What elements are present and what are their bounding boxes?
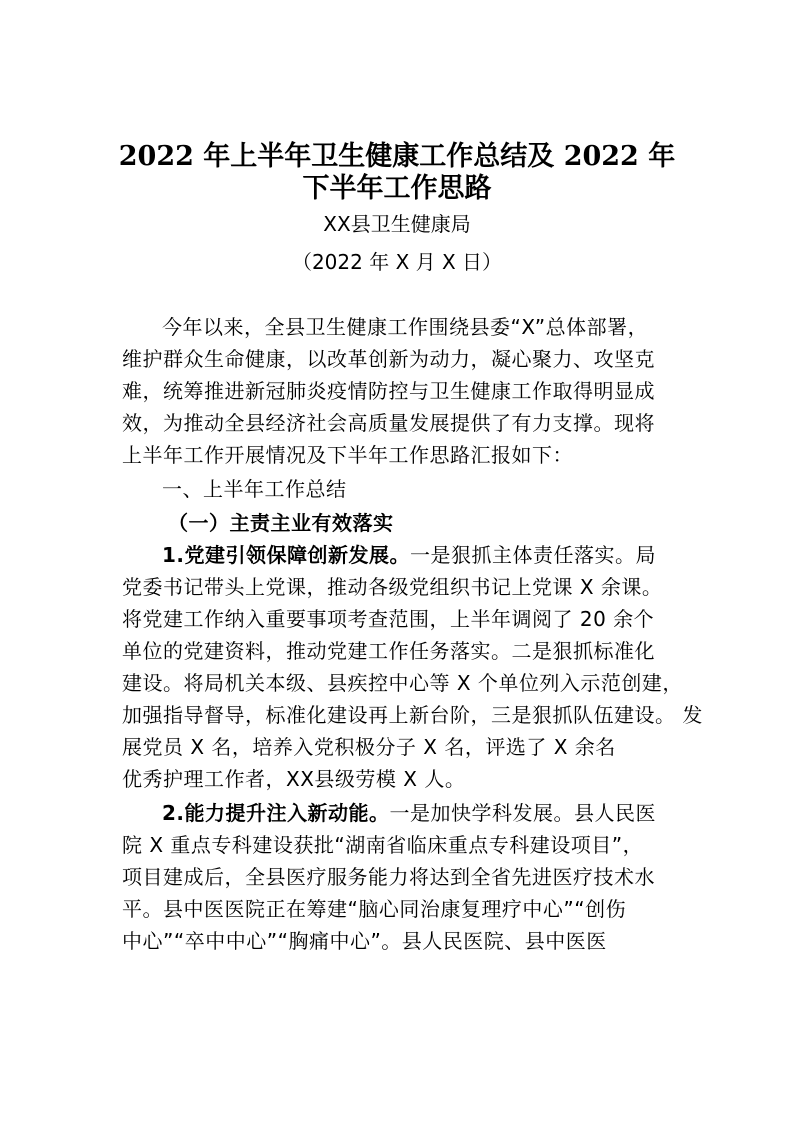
item-2-lead: 2.能力提升注入新动能。 [162,801,390,825]
item-2-line: 平。县中医医院正在筹建“脑心同治康复理疗中心”“创伤 [122,897,627,921]
issuing-agency: XX县卫生健康局 [323,212,471,236]
item-1-lead: 1.党建引领保障创新发展。 [162,543,411,567]
intro-line: 维护群众生命健康，以改革创新为动力，凝心聚力、攻坚克 [122,347,655,371]
item-2-line: 中心”“卒中中心”“胸痛中心”。县人民医院、县中医医 [122,929,607,953]
item-1-line: 党委书记带头上党课，推动各级党组织书记上党课 X 余课。 [122,575,663,599]
item-2-first-line-text: 一是加快学科发展。县人民医 [389,801,657,825]
item-1-line: 加强指导督导，标准化建设再上新台阶，三是狠抓队伍建设。 发 [122,703,703,727]
item-1-line: 展党员 X 名，培养入党积极分子 X 名，评选了 X 余名 [122,735,616,759]
intro-line: 难，统筹推进新冠肺炎疫情防控与卫生健康工作取得明显成 [122,379,655,403]
item-2-first-line [162,798,656,828]
item-1-line: 建设。将局机关本级、县疾控中心等 X 个单位列入示范创建， [122,671,683,695]
item-1-line: 将党建工作纳入重要事项考查范围，上半年调阅了 20 余个 [122,607,655,631]
document-title-line-1: 2022 年上半年卫生健康工作总结及 2022 年 [118,141,676,172]
section-heading: 一、上半年工作总结 [162,477,347,501]
item-1-first-line [162,540,656,570]
item-1-line: 单位的党建资料，推动党建工作任务落实。二是狠抓标准化 [122,639,655,663]
intro-line: 效，为推动全县经济社会高质量发展提供了有力支撑。现将 [122,411,655,435]
item-2-line: 院 X 重点专科建设获批“湖南省临床重点专科建设项目”， [122,833,644,857]
subsection-heading: （一）主责主业有效落实 [168,511,394,535]
intro-line: 今年以来，全县卫生健康工作围绕县委“X”总体部署， [162,315,649,339]
item-2-line: 项目建成后，全县医疗服务能力将达到全省先进医疗技术水 [122,865,655,889]
item-1-line: 优秀护理工作者，XX县级劳模 X 人。 [122,767,466,791]
intro-line: 上半年工作开展情况及下半年工作思路汇报如下： [122,443,573,467]
item-1-first-line-text: 一是狠抓主体责任落实。局 [410,543,657,567]
document-title-line-2: 下半年工作思路 [302,173,492,204]
document-date: （2022 年 X 月 X 日） [291,250,503,274]
